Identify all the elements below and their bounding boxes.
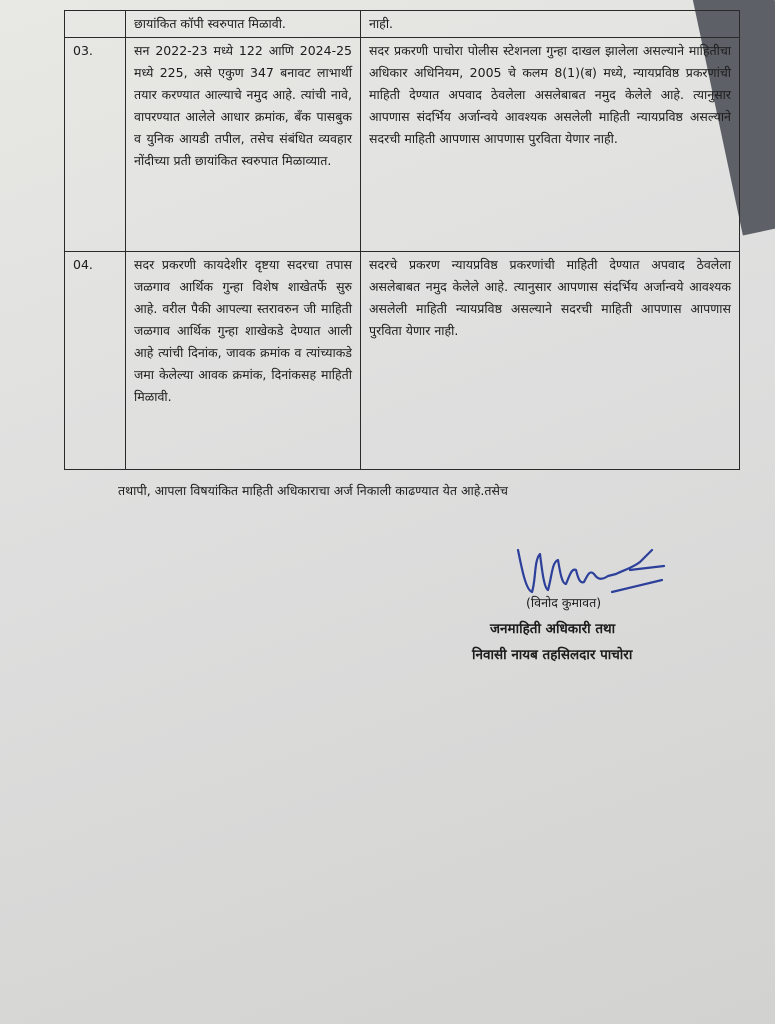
signatory-name: (विनोद कुमावत) — [526, 595, 602, 610]
row-number — [65, 11, 126, 38]
request-cell: सन 2022-23 मध्ये 122 आणि 2024-25 मध्ये 225, असे एकुण 347 बनावट लाभार्थी तयार करण्यात आल्याचे नमुद आहे. त्यांची नावे, वापरण्यात आलेले आधार क्रमांक, बँक पासबुक व युनिक आयडी तपील, तसेच संबंधित व्यवहार नोंदीच्या प्रती छायांकित स्वरुपात मिळाव्यात. — [126, 38, 361, 252]
response-cell: सदरचे प्रकरण न्यायप्रविष्ठ प्रकरणांची माहिती देण्यात अपवाद ठेवलेला असलेबाबत नमुद केलेले आहे. त्यानुसार आपणास संदर्भिय अर्जान्वये आवश्यक असलेली माहिती न्यायप्रविष्ठ असल्याने सदरची माहिती आपणास आपणास पुरविता येणार नाही. — [361, 252, 740, 470]
signature-image — [512, 540, 672, 600]
response-cell: सदर प्रकरणी पाचोरा पोलीस स्टेशनला गुन्हा दाखल झालेला असल्याने माहितीचा अधिकार अधिनियम, 2005 चे कलम 8(1)(ब) मध्ये, न्यायप्रविष्ठ प्रकरणांची माहिती देण्यात अपवाद ठेवलेला असलेबाबत नमुद केलेले आहे. त्यानुसार आपणास संदर्भिय अर्जान्वये आवश्यक असलेली माहिती न्यायप्रविष्ठ असल्याने सदरची माहिती आपणास आपणास पुरविता येणार नाही. — [361, 38, 740, 252]
request-cell: छायांकित कॉपी स्वरुपात मिळावी. — [126, 11, 361, 38]
table-row — [65, 11, 740, 38]
response-cell: नाही. — [361, 11, 740, 38]
row-number: 04. — [65, 252, 126, 470]
closing-statement: तथापी, आपला विषयांकित माहिती अधिकाराचा अर्ज निकाली काढण्यात येत आहे.तसेच — [118, 483, 508, 498]
row-number: 03. — [65, 38, 126, 252]
signatory-designation — [472, 616, 632, 668]
rti-response-table — [64, 10, 740, 470]
request-cell: सदर प्रकरणी कायदेशीर दृष्टया सदरचा तपास जळगाव आर्थिक गुन्हा विशेष शाखेतर्फे सुरु आहे. वरील पैकी आपल्या स्तरावरुन जी माहिती जळगाव आर्थिक गुन्हा शाखेकडे देण्यात आली आहे त्यांची दिनांक, जावक क्रमांक व त्यांच्याकडे जमा केलेल्या आवक क्रमांक, दिनांकसह माहिती मिळावी. — [126, 252, 361, 470]
table-row — [65, 252, 740, 470]
table-row — [65, 38, 740, 252]
designation-line-2: निवासी नायब तहसिलदार पाचोरा — [472, 647, 633, 663]
designation-line-1: जनमाहिती अधिकारी तथा — [490, 621, 616, 637]
